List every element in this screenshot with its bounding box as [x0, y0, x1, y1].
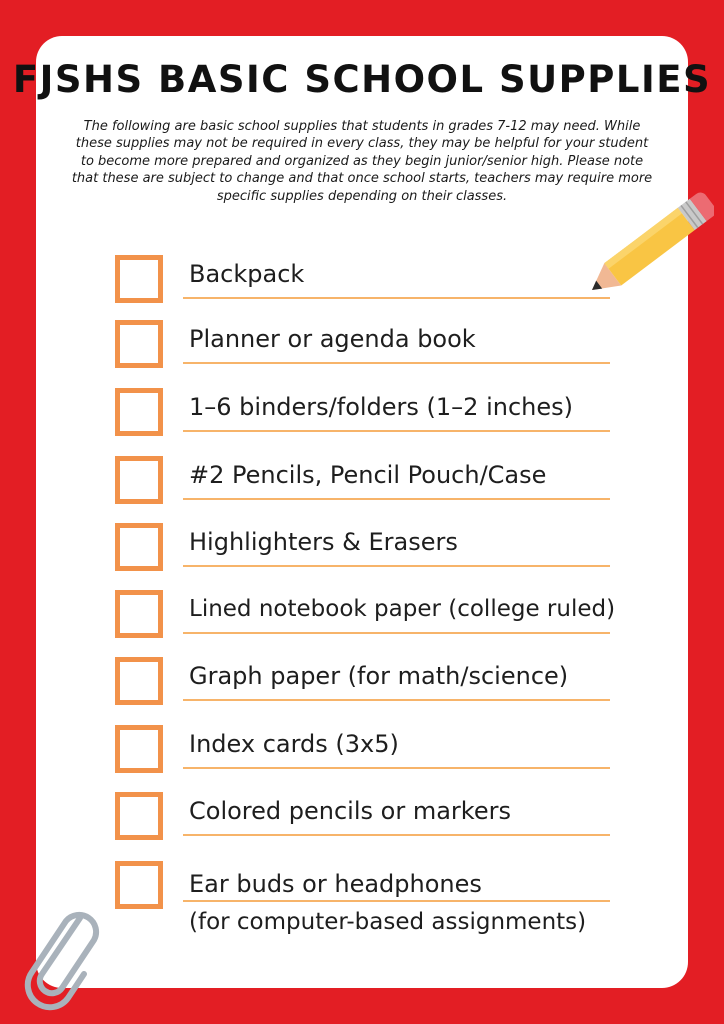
item-label: Index cards (3x5) — [189, 730, 399, 758]
underline — [183, 362, 610, 364]
checkbox[interactable] — [115, 255, 163, 303]
item-sublabel: (for computer-based assignments) — [189, 909, 587, 935]
underline — [183, 900, 610, 902]
underline — [183, 565, 610, 567]
item-label: Highlighters & Erasers — [189, 528, 458, 556]
underline — [183, 767, 610, 769]
checkbox[interactable] — [115, 320, 163, 368]
underline — [183, 699, 610, 701]
checkbox[interactable] — [115, 590, 163, 638]
item-label: 1–6 binders/folders (1–2 inches) — [189, 393, 573, 421]
item-label: Lined notebook paper (college ruled) — [189, 596, 616, 622]
paperclip-icon — [24, 906, 106, 1012]
checkbox[interactable] — [115, 388, 163, 436]
underline — [183, 834, 610, 836]
underline — [183, 297, 610, 299]
item-label: #2 Pencils, Pencil Pouch/Case — [189, 461, 547, 489]
underline — [183, 498, 610, 500]
item-label: Graph paper (for math/science) — [189, 662, 569, 690]
checkbox[interactable] — [115, 861, 163, 909]
intro-text: The following are basic school supplies that students in grades 7-12 may need. While these supplies may not be required in every class, they may be helpful for your student to become more prepared and organized as they begin junior/senior high. Please note that these are subject to change and that once school starts, teachers may require more specific supplies depending on their classes. — [71, 119, 653, 204]
checkbox[interactable] — [115, 792, 163, 840]
underline — [183, 632, 610, 634]
item-label: Backpack — [189, 260, 305, 288]
checkbox[interactable] — [115, 456, 163, 504]
pencil-icon — [578, 176, 714, 306]
page-title: FJSHS BASIC SCHOOL SUPPLIES — [12, 58, 712, 101]
item-label: Planner or agenda book — [189, 325, 476, 353]
underline — [183, 430, 610, 432]
checkbox[interactable] — [115, 657, 163, 705]
checkbox[interactable] — [115, 523, 163, 571]
checkbox[interactable] — [115, 725, 163, 773]
item-label: Ear buds or headphones — [189, 870, 482, 898]
item-label: Colored pencils or markers — [189, 797, 511, 825]
